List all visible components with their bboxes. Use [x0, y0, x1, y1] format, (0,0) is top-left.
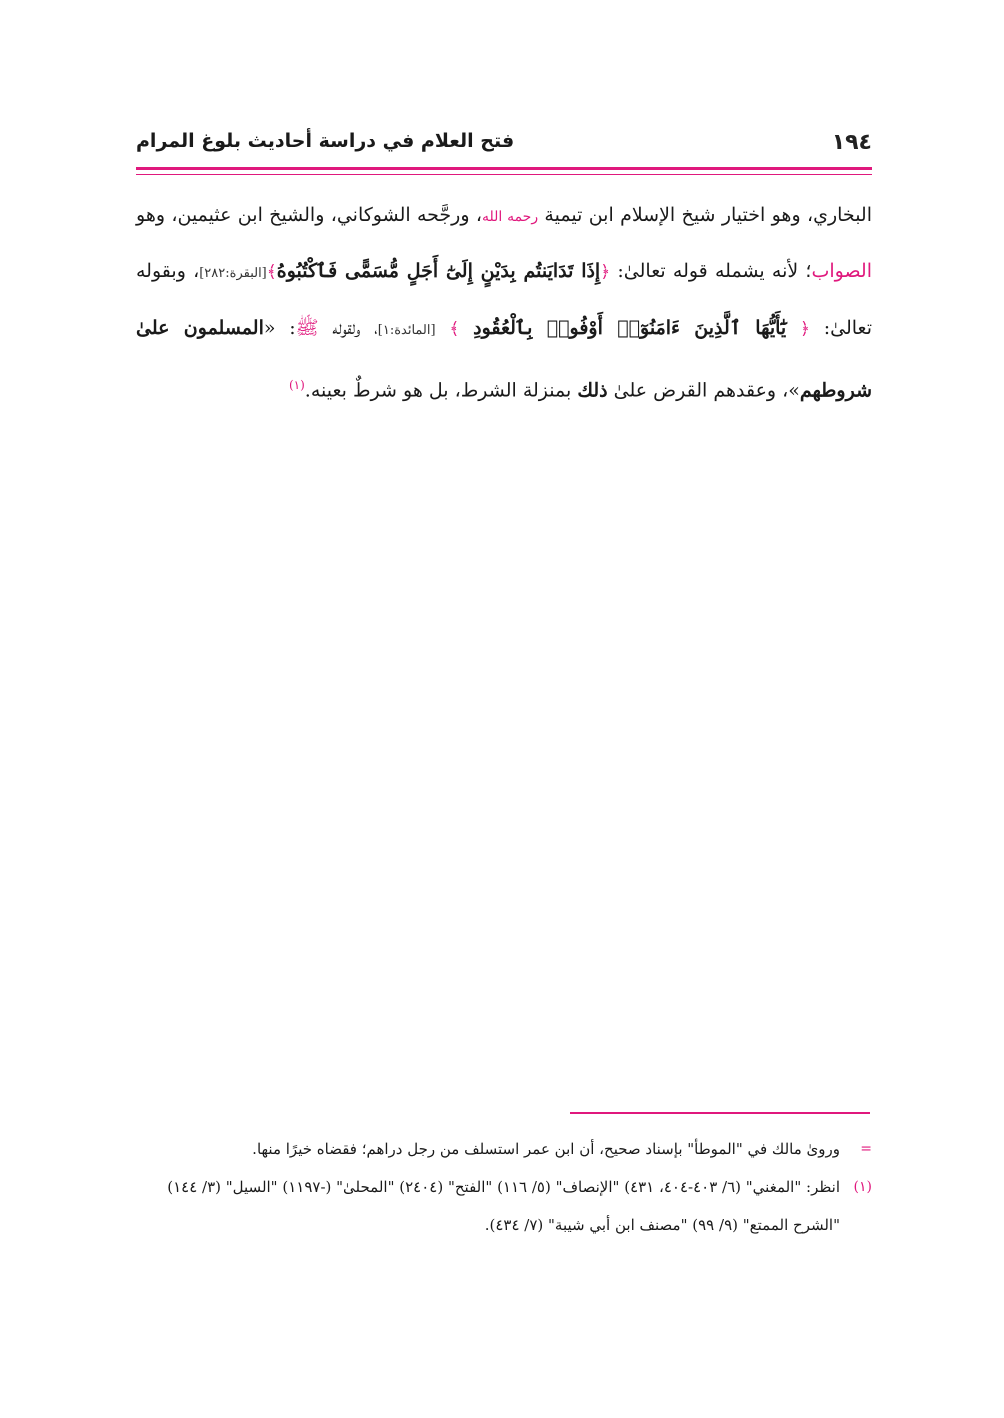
- text-run: بمنزلة الشرط، بل هو شرطٌ بعينه.: [304, 379, 578, 402]
- quran-bracket-open: ﴿: [800, 319, 810, 339]
- footnotes-section: [136, 1130, 872, 1244]
- salawat-glyph: ﷺ: [295, 317, 319, 339]
- footnote-continuation: [136, 1130, 872, 1168]
- bold-word: ذلك: [577, 379, 608, 402]
- text-run: ، ورجَّحه الشوكاني، والشيخ ابن عثيمين، وهو: [136, 204, 483, 226]
- footnote-marker: (١): [853, 1179, 872, 1195]
- header-rule-thin: [136, 174, 872, 175]
- page-header: [136, 130, 872, 164]
- header-rule-thick: [136, 167, 872, 170]
- text-run: ، وبقوله تعالىٰ:: [136, 260, 873, 339]
- running-title: فتح العلام في دراسة أحاديث بلوغ المرام: [136, 130, 515, 152]
- continuation-marker: =: [860, 1141, 872, 1157]
- highlighted-word: الصواب: [811, 260, 872, 282]
- footnote-text: ورویٰ مالك في "الموطأ" بإسناد صحيح، أن ابن عمر استسلف من رجل دراهم؛ فقضاه خيرًا منها.: [252, 1140, 840, 1158]
- footnote-text: انظر: "المغني" (٦/ ٤٠٣-٤٠٤، ٤٣١) "الإنصاف" (٥/ ١١٦) "الفتح" (٢٤٠٤) "المحلیٰ" (-١١٩٧) "السيل" (٣/ ١٤٤) "الشرح الممتع" (٩/ ٩٩) "مصنف ابن أبي شيبة" (٧/ ٤٣٤).: [167, 1178, 840, 1234]
- text-run: : «: [263, 317, 296, 339]
- footnote-separator: [570, 1112, 870, 1114]
- text-run: ؛ لأنه يشمله قوله تعالىٰ:: [610, 260, 812, 282]
- quran-bracket-open: ﴿: [600, 262, 611, 282]
- text-run: البخاري، وهو اختيار شيخ الإسلام ابن تيمية: [538, 204, 872, 226]
- verse-reference: [المائدة:١]: [377, 323, 436, 338]
- hadith-text: المسلمون علىٰ شروطهم: [136, 317, 872, 402]
- quran-bracket-close: ﴾: [266, 262, 277, 282]
- main-paragraph: [136, 188, 872, 417]
- text-run: ، ولقوله: [318, 317, 378, 339]
- page-number: ١٩٤: [831, 130, 872, 155]
- quran-verse: يَٰٓأَيُّهَا ٱلَّذِينَ ءَامَنُوٓا۟ أَوْفُوا۟ بِٱلْعُقُودِ: [473, 317, 787, 339]
- footnote-1: [136, 1168, 872, 1244]
- footnote-reference[interactable]: (١): [288, 378, 305, 392]
- text-run: »، وعقدهم القرض علىٰ: [607, 379, 800, 402]
- verse-reference: [البقرة:٢٨٢]: [199, 266, 267, 281]
- quran-verse: إِذَا تَدَايَنتُم بِدَيْنٍ إِلَىٰٓ أَجَلٍ مُّسَمًّى فَٱكْتُبُوهُ: [276, 260, 601, 282]
- quran-bracket-close: ﴾: [449, 319, 460, 339]
- honorific-glyph: رحمه الله: [482, 209, 539, 225]
